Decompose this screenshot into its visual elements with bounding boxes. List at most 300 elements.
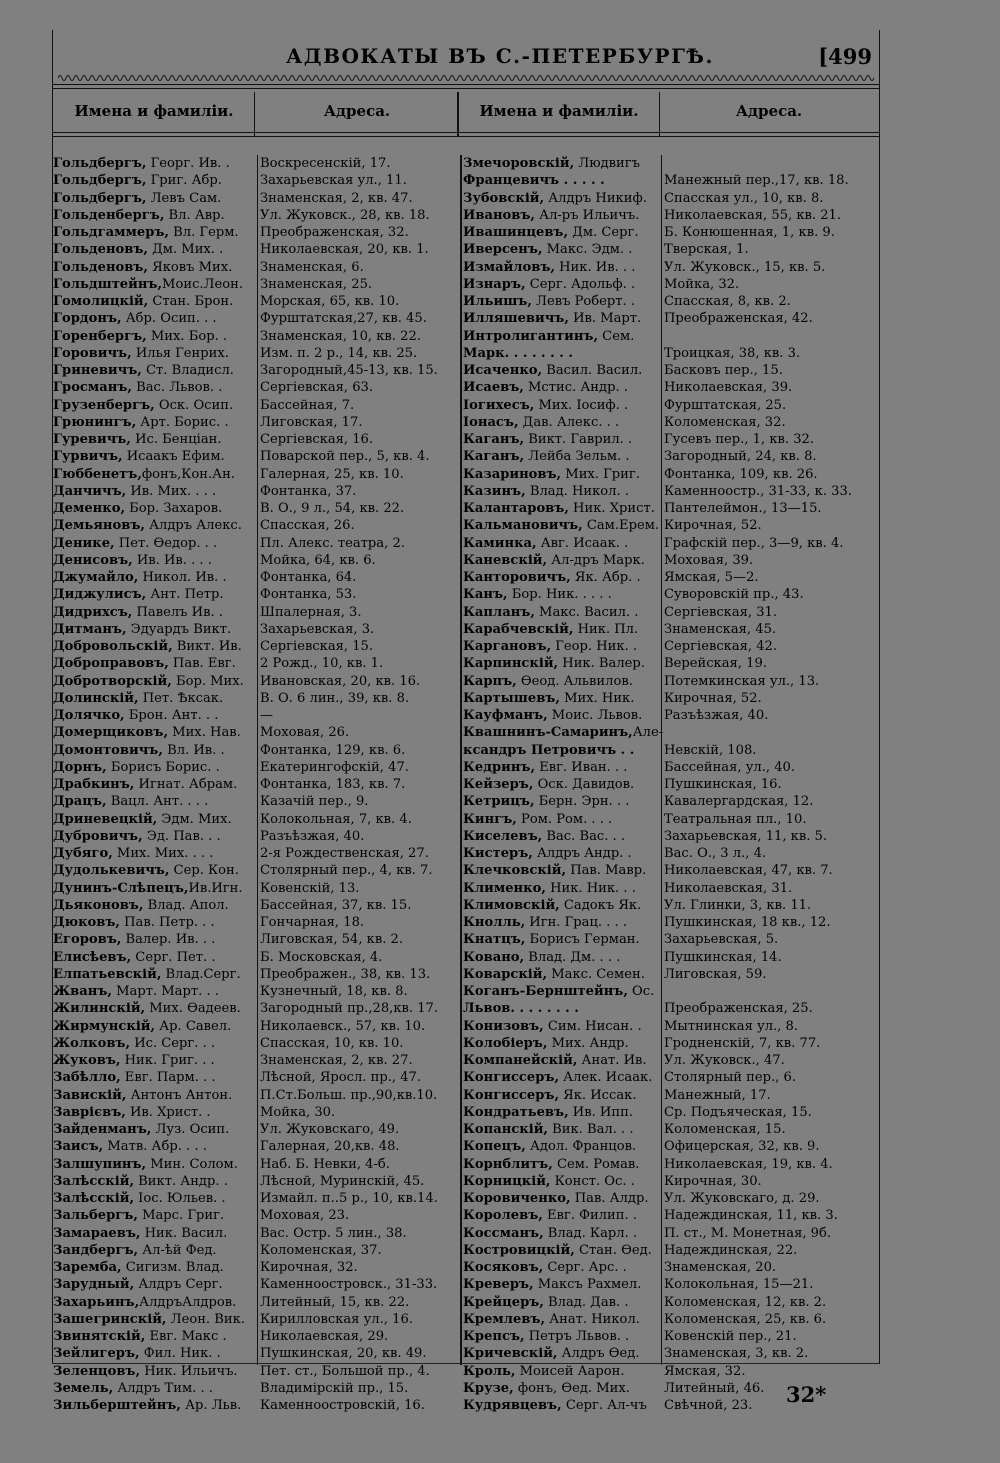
lawyer-address: Фонтанка, 109, кв. 26. [664,466,818,482]
lawyer-address: Пушкинская, 16. [664,777,782,792]
lawyer-address: Преображенская, 42. [664,311,813,327]
col-header-names-right: Имена и фамиліи. [479,102,639,120]
lawyer-address: П. ст., М. Монетная, 9б. [664,1225,832,1241]
lawyer-name: Деменко, Бор. Захаров. [53,501,223,516]
lawyer-address: Столярный пер., 4, кв. 7. [260,863,433,879]
lawyer-name: Гурвичъ, Исаакъ Ефим. [53,449,225,465]
lawyer-address: Лѣсной, Яросл. пр., 47. [260,1070,422,1086]
lawyer-name: Домерщиковъ, Мих. Нав. [53,725,241,741]
lawyer-name: Горовичъ, Илья Генрих. [53,345,229,361]
lawyer-address: Бассейная, 7. [260,397,355,413]
lawyer-name: Кингъ, Ром. Ром. . . . [463,811,613,827]
lawyer-address: Знаменская, 3, кв. 2. [664,1346,809,1362]
lawyer-name: Грюнингъ, Арт. Борис. . [53,414,229,430]
lawyer-address: Знаменская, 2, кв. 27. [260,1053,413,1068]
header-rule-thin [52,88,880,89]
lawyer-name: Долячко, Брон. Ант. . . [53,708,219,723]
lawyer-name: Денисовъ, Ив. Ив. . . . [53,552,212,568]
lawyer-name: Кальмановичъ, Сам.Ерем. [463,518,660,534]
lawyer-name: Гюббенетъ,фонъ,Кон.Ан. [53,466,235,482]
lawyer-name: Залѣсскій, Іос. Юльев. . [53,1191,226,1206]
lawyer-address: Николаевская, 55, кв. 21. [664,207,842,223]
lawyer-name: Коварскій, Макс. Семен. [463,966,645,982]
lawyer-address: Мытнинская ул., 8. [664,1018,798,1034]
lawyer-name: Забѣлло, Евг. Парм. . . [53,1070,216,1086]
lawyer-address: Кавалергардская, 12. [664,794,814,810]
lawyer-name: Дюковъ, Пав. Петр. . . [53,915,215,930]
lawyer-name: Илляшевичъ, Ив. Март. [463,311,642,327]
lawyer-address: Мойка, 30. [260,1104,336,1120]
lawyer-name: Зильберштейнъ, Ар. Льв. [53,1398,242,1413]
page-title: АДВОКАТЫ ВЪ С.-ПЕТЕРБУРГѢ. [286,44,714,68]
lawyer-address: Свѣчной, 23. [664,1398,753,1413]
lawyer-address: Галерная, 20,кв. 48. [260,1139,400,1155]
lawyer-address [664,155,876,172]
lawyer-address: Преображенская, 32. [260,225,409,240]
lawyer-name: Іонасъ, Дав. Алекс. . . [463,414,620,430]
lawyer-name: Жуковъ, Ник. Григ. . . [53,1053,215,1068]
lawyer-name: Каганъ, Викт. Гаврил. . [463,432,633,447]
lawyer-address: Кирочная, 30. [664,1173,762,1189]
lawyer-address: Кирочная, 32. [260,1260,358,1275]
col-sep-3 [661,155,662,1365]
lawyer-name: Зубовскій, Алдръ Никиф. [463,190,647,206]
lawyer-name: Доброправовъ, Пав. Евг. [53,656,236,672]
lawyer-name: Земель, Алдръ Тим. . . [53,1380,213,1396]
lawyer-address: Гончарная, 18. [260,915,365,930]
lawyer-address: Знаменская, 20. [664,1260,777,1275]
lawyer-name: Кауфманъ, Моис. Львов. [463,708,643,723]
columns-header-rule-thin [52,136,880,137]
lawyer-name: Дудолькевичъ, Сер. Кон. [53,863,239,879]
lawyer-address [664,724,876,741]
lawyer-name: Егоровъ, Валер. Ив. . . [53,932,216,948]
lawyer-name: Карпъ, Ѳеод. Альвилов. [463,673,633,689]
lawyer-name: Гольдгаммеръ, Вл. Герм. [53,225,239,240]
lawyer-address: Владимірскій пр., 15. [260,1380,409,1396]
lawyer-address: Лиговская, 54, кв. 2. [260,932,404,948]
lawyer-address: Мойка, 32. [664,276,740,292]
lawyer-name: Заремба, Сигизм. Влад. [53,1260,224,1275]
lawyer-name: Джумайло, Никол. Ив. . [53,570,227,585]
lawyer-address: Фурштатская,27, кв. 45. [260,311,427,327]
lawyer-address: Ул. Жуковскаго, 49. [260,1122,400,1137]
lawyer-address: Кирочная, 52. [664,690,762,706]
lawyer-address: Пушкинская, 18 кв., 12. [664,915,831,930]
lawyer-address: Вас. О., 3 л., 4. [664,846,767,861]
lawyer-name: Карабчевскій, Ник. Пл. [463,621,639,637]
lawyer-address: Каменноостр., 31-33, к. 33. [664,483,852,499]
lawyer-address: Суворовскій пр., 43. [664,587,804,603]
col-sep-2-head [457,92,459,136]
col-sep-2 [460,155,462,1365]
header-rule-top [52,84,880,85]
lawyer-address: Литейный, 15, кв. 22. [260,1294,410,1310]
lawyer-name: Дунинъ-Слѣпецъ,Ив.Игн. [53,880,243,896]
lawyer-address: Колокольная, 7, кв. 4. [260,811,412,827]
lawyer-name: Коссманъ, Влад. Карл. . [463,1225,638,1241]
lawyer-address: Ул. Жуковск., 15, кв. 5. [664,259,826,275]
lawyer-address: Ковенскій пер., 21. [664,1329,797,1344]
lawyer-name: Елпатьевскій, Влад.Серг. [53,966,241,982]
lawyer-address: Манежный пер.,17, кв. 18. [664,173,849,189]
lawyer-name: Залѣсскій, Викт. Андр. . [53,1173,228,1189]
lawyer-address: Каменноостровскій, 16. [260,1398,425,1413]
col-header-addr-left: Адреса. [323,102,391,120]
lawyer-name: Канторовичъ, Як. Абр. . [463,570,641,585]
lawyer-address: Колокольная, 15—21. [664,1277,814,1293]
lawyer-address: Ковенскій, 13. [260,880,360,896]
lawyer-name: Конгиссеръ, Алек. Исаак. [463,1070,653,1086]
lawyer-address: Ул. Глинки, 3, кв. 11. [664,897,812,913]
lawyer-name: Калантаровъ, Ник. Христ. [463,501,655,516]
lawyer-address: Гродненскій, 7, кв. 77. [664,1035,821,1051]
lawyer-address: Спасская ул., 10, кв. 8. [664,190,824,206]
lawyer-address: Фонтанка, 37. [260,483,357,499]
lawyer-address: 2-я Рождественская, 27. [260,846,429,861]
lawyer-name: Дьяконовъ, Влад. Апол. [53,897,229,913]
lawyer-address: Ивановская, 20, кв. 16. [260,673,421,689]
lawyer-address: Знаменская, 2, кв. 47. [260,190,413,206]
lawyer-address: Надеждинская, 22. [664,1242,798,1258]
lawyer-address: Литейный, 46. [664,1380,765,1396]
lawyer-address: Сергіевская, 42. [664,639,778,654]
lawyer-name: Измайловъ, Ник. Ив. . . [463,259,636,275]
lawyer-name: Копецъ, Адол. Францов. [463,1139,637,1155]
lawyer-address: Кирилловская ул., 16. [260,1311,413,1327]
lawyer-name: Канъ, Бор. Ник. . . . . [463,587,612,603]
lawyer-address: Кирочная, 52. [664,518,762,534]
lawyer-address: Загородный, 24, кв. 8. [664,449,817,465]
lawyer-name: Кроль, Моисей Аарон. [463,1363,625,1379]
lawyer-name: Копанскій, Вик. Вал. . . [463,1122,634,1137]
lawyer-address: В. О., 9 л., 54, кв. 22. [260,501,405,516]
lawyer-name: Гольденовъ, Яковъ Мих. [53,259,233,275]
lawyer-name: Залшупинъ, Мин. Солом. [53,1156,238,1172]
lawyer-address: Екатерингофскій, 47. [260,759,409,775]
lawyer-name: Квашнинъ-Самаринъ,Але- [463,725,664,741]
lawyer-name: Костровицкій, Стан. Ѳед. [463,1242,652,1258]
lawyer-name: Кистеръ, Алдръ Андр. . [463,846,632,861]
lawyer-address: Николаевская, 31. [664,880,793,896]
lawyer-name: Кнатцъ, Борисъ Герман. [463,932,640,948]
lawyer-address: Каменноостровск., 31-33. [260,1277,438,1293]
lawyer-address: Коломенская, 25, кв. 6. [664,1311,827,1327]
lawyer-name: Гордонъ, Абр. Осип. . . [53,311,217,327]
lawyer-name: Кетрицъ, Берн. Эрн. . . [463,794,630,810]
lawyer-address: Коломенская, 37. [260,1242,382,1258]
lawyer-name: Карпинскій, Ник. Валер. [463,656,645,672]
lawyer-address: Фонтанка, 53. [260,587,357,603]
lawyer-address: Измайл. п..5 р., 10, кв.14. [260,1191,438,1206]
lawyer-address: Пушкинская, 20, кв. 49. [260,1346,427,1362]
lawyer-name: Зашегринскій, Леон. Вик. [53,1311,245,1327]
lawyer-address: Загородный,45-13, кв. 15. [260,363,438,378]
lawyer-address: Кузнечный, 18, кв. 8. [260,984,408,999]
lawyer-address: Басковъ пер., 15. [664,363,783,378]
lawyer-name: Жолковъ, Ис. Серг. . . [53,1035,216,1051]
lawyer-address: Захарьевская, 5. [664,932,779,948]
lawyer-address: Вас. Остр. 5 лин., 38. [260,1225,407,1241]
lawyer-name: Клименко, Ник. Ник. . . [463,880,636,896]
lawyer-address: Фонтанка, 64. [260,570,357,585]
lawyer-address: Сергіевская, 63. [260,380,374,396]
lawyer-address: Николаевская, 47, кв. 7. [664,863,833,879]
lawyer-name: Жванъ, Март. Март. . . [53,984,219,999]
lawyer-name: Дитманъ, Эдуардъ Викт. [53,621,232,637]
lawyer-name: Гольдбергъ, Георг. Ив. . [53,156,230,171]
lawyer-name: Кремлевъ, Анат. Никол. [463,1311,640,1327]
lawyer-name: Колобіеръ, Мих. Андр. [463,1035,629,1051]
lawyer-address: Николаевская, 39. [664,380,793,396]
lawyer-name: Драбкинъ, Игнат. Абрам. [53,777,238,792]
lawyer-address: Пушкинская, 14. [664,949,782,965]
lawyer-name: Гольдбергъ, Левъ Сам. [53,190,222,206]
lawyer-address: Пет. ст., Большой пр., 4. [260,1363,430,1379]
lawyer-name: Гуревичъ, Ис. Бенціан. [53,432,222,447]
lawyer-address: Ул. Жуковскаго, д. 29. [664,1191,820,1206]
lawyer-name: Завискій, Антонъ Антон. [53,1087,233,1103]
lawyer-address: Спасская, 10, кв. 10. [260,1035,404,1051]
lawyer-name: Каневскій, Ал-дръ Марк. [463,552,645,568]
lawyer-address: Морская, 65, кв. 10. [260,294,400,309]
lawyer-address: Ул. Жуковск., 28, кв. 18. [260,207,430,223]
lawyer-name: Конгиссеръ, Як. Иссак. [463,1087,637,1103]
col-sep-1-head [254,92,255,136]
lawyer-address: Знаменская, 45. [664,621,777,637]
right-names-column [463,155,664,1414]
lawyer-name: Интролигантинъ, Сем. [463,328,635,344]
lawyer-name: Киселевъ, Вас. Вас. . . [463,828,626,844]
lawyer-address: 2 Рожд., 10, кв. 1. [260,656,384,672]
lawyer-address: Невскій, 108. [664,742,757,758]
lawyer-address: Лиговская, 59. [664,966,767,982]
lawyer-name: Ковано, Влад. Дм. . . . [463,949,621,965]
lawyer-name: Денике, Пет. Ѳедор. . . [53,535,218,551]
lawyer-address: Николаевская, 29. [260,1329,389,1344]
lawyer-name: Кедринъ, Евг. Иван. . . [463,759,628,775]
lawyer-address: Тверская, 1. [664,242,749,258]
lawyer-name: Долинскій, Пет. Ѣксак. [53,690,224,706]
lawyer-address: Преображен., 38, кв. 13. [260,966,431,982]
lawyer-address: Казачій пер., 9. [260,794,369,810]
lawyer-name: Зайденманъ, Луз. Осип. [53,1122,230,1137]
lawyer-name: Львов. . . . . . . . [463,1001,579,1017]
left-names-column [53,155,256,1414]
lawyer-address: Преображенская, 25. [664,1001,813,1017]
lawyer-name: Изнаръ, Серг. Адольф. . [463,276,636,292]
lawyer-address: Лѣсной, Муринскій, 45. [260,1173,425,1189]
lawyer-name: Жирмунскій, Ар. Савел. [53,1018,232,1034]
lawyer-name: Демьяновъ, Алдръ Алекс. [53,518,242,534]
lawyer-name: Дорнъ, Борисъ Борис. . [53,759,220,775]
lawyer-address: Коломенская, 32. [664,414,786,430]
left-addresses-column [260,155,459,1414]
lawyer-name: Клечковскій, Пав. Мавр. [463,863,647,879]
lawyer-address: Сергіевская, 31. [664,604,778,620]
lawyer-address: Воскресенскій, 17. [260,156,391,171]
columns-header-rule [52,132,880,133]
lawyer-name: Гольденбергъ, Вл. Авр. [53,207,225,223]
lawyer-address: Б. Конюшенная, 1, кв. 9. [664,225,835,240]
lawyer-name: Замараевъ, Ник. Васил. [53,1225,228,1241]
lawyer-address: Шпалерная, 3. [260,604,362,620]
lawyer-address: П.Ст.Больш. пр.,90,кв.10. [260,1087,438,1103]
lawyer-address [664,983,876,1000]
lawyer-address: Разъѣзжая, 40. [260,828,365,844]
lawyer-address: — [260,708,274,723]
lawyer-address: Спасская, 26. [260,518,355,534]
lawyer-address: Поварской пер., 5, кв. 4. [260,449,430,465]
lawyer-name: Елисѣевъ, Серг. Пет. . [53,949,216,965]
lawyer-address: Коломенская, 15. [664,1122,786,1137]
lawyer-address: Моховая, 39. [664,552,754,568]
lawyer-address: Николаевск., 57, кв. 10. [260,1018,426,1034]
lawyer-name: Францевичъ . . . . . [463,173,605,189]
lawyer-name: Грузенбергъ, Оск. Осип. [53,397,234,413]
lawyer-address: Захарьевская, 3. [260,621,375,637]
lawyer-name: Корнблитъ, Сем. Ромав. [463,1156,640,1172]
lawyer-name: Жилинскій, Мих. Ѳадеев. [53,1001,241,1017]
lawyer-name: Климовскій, Садокъ Як. [463,897,642,913]
lawyer-address: Николаевская, 20, кв. 1. [260,242,429,258]
lawyer-name: Зандбергъ, Ал-ѣй Фед. [53,1242,217,1258]
lawyer-name: Гриневичъ, Ст. Владисл. [53,363,234,378]
lawyer-name: Гольдштейнъ,Моис.Леон. [53,276,244,292]
lawyer-name: Горенбергъ, Мих. Бор. . [53,328,228,344]
lawyer-address: Изм. п. 2 р., 14, кв. 25. [260,345,418,361]
lawyer-address: Верейская, 19. [664,656,767,672]
lawyer-address: Гусевъ пер., 1, кв. 32. [664,432,815,447]
lawyer-name: Конизовъ, Сим. Нисан. . [463,1018,642,1034]
lawyer-address: Спасская, 8, кв. 2. [664,294,791,309]
page-number: [499 [818,44,872,69]
lawyer-address: Офицерская, 32, кв. 9. [664,1139,820,1155]
lawyer-address: В. О. 6 лин., 39, кв. 8. [260,690,410,706]
lawyer-name: Косяковъ, Серг. Арс. . [463,1260,627,1275]
col-header-names-left: Имена и фамиліи. [74,102,234,120]
lawyer-name: Іогихесъ, Мих. Іосиф. . [463,397,629,413]
lawyer-name: Дриневецкій, Эдм. Мих. [53,811,232,827]
lawyer-name: Дубровичъ, Эд. Пав. . . [53,828,221,844]
lawyer-address: Мойка, 64, кв. 6. [260,552,376,568]
lawyer-address: Захарьевская, 11, кв. 5. [664,828,828,844]
lawyer-name: Кейзеръ, Оск. Давидов. [463,777,635,792]
lawyer-name: Гросманъ, Вас. Львов. . [53,380,223,396]
lawyer-name: Кнолль, Игн. Грац. . . . [463,915,628,930]
lawyer-address [664,328,876,345]
lawyer-name: Капланъ, Макс. Васил. . [463,604,639,620]
lawyer-address: Потемкинская ул., 13. [664,673,820,689]
lawyer-address: Надеждинская, 11, кв. 3. [664,1208,838,1224]
lawyer-address: Сергіевская, 16. [260,432,374,447]
col-sep-3-head [659,92,660,136]
lawyer-address: Пантелеймон., 13—15. [664,501,822,516]
lawyer-name: Коровиченко, Пав. Алдр. [463,1191,649,1206]
lawyer-address: Сергіевская, 15. [260,639,374,654]
lawyer-address: Столярный пер., 6. [664,1070,796,1086]
lawyer-name: Крепсъ, Петръ Львов. . [463,1329,630,1344]
lawyer-address: Моховая, 23. [260,1208,350,1224]
lawyer-address: Ср. Подъяческая, 15. [664,1104,812,1120]
lawyer-name: Коганъ-Бернштейнъ, Ос. [463,984,655,999]
lawyer-name: ксандръ Петровичъ . . [463,742,635,758]
lawyer-address: Троицкая, 38, кв. 3. [664,345,801,361]
lawyer-address: Бассейная, ул., 40. [664,759,796,775]
right-addresses-column [664,155,876,1414]
lawyer-address: Загородный пр.,28,кв. 17. [260,1001,439,1017]
lawyer-name: Казинъ, Влад. Никол. . [463,483,629,499]
lawyer-address: Фурштатская, 25. [664,397,787,413]
wavy-rule-decoration [58,72,872,84]
lawyer-address: Знаменская, 10, кв. 22. [260,328,421,344]
lawyer-name: Зарудный, Алдръ Серг. [53,1277,223,1293]
lawyer-name: Домонтовичъ, Вл. Ив. . [53,742,225,758]
lawyer-address: Ул. Жуковск., 47. [664,1053,785,1068]
lawyer-name: Зальбергъ, Марс. Григ. [53,1208,225,1224]
lawyer-name: Крейцеръ, Влад. Дав. . [463,1294,629,1310]
lawyer-name: Компанейскій, Анат. Ив. [463,1053,647,1068]
lawyer-name: Кричевскій, Алдръ Ѳед. [463,1346,640,1362]
lawyer-name: Казариновъ, Мих. Григ. [463,466,640,482]
lawyer-name: Заврієвъ, Ив. Христ. . [53,1104,211,1120]
lawyer-name: Каргановъ, Геор. Ник. . [463,639,638,654]
col-sep-1 [257,155,258,1365]
lawyer-address: Разъѣзжая, 40. [664,708,769,723]
lawyer-name: Королевъ, Евг. Филип. . [463,1208,637,1224]
lawyer-name: Гомолицкій, Стан. Брон. [53,294,234,309]
lawyer-name: Иверсенъ, Макс. Эдм. . [463,242,633,258]
lawyer-name: Заисъ, Матв. Абр. . . . [53,1139,207,1155]
lawyer-name: Каганъ, Лейба Зельм. . [463,449,630,465]
lawyer-name: Исаевъ, Мстис. Андр. . [463,380,628,396]
lawyer-name: Ивашинцевъ, Дм. Серг. [463,225,639,240]
lawyer-address: Коломенская, 12, кв. 2. [664,1294,827,1310]
lawyer-address: Ямская, 32. [664,1363,746,1379]
lawyer-name: Кондратьевъ, Ив. Ипп. [463,1104,633,1120]
lawyer-name: Захарьинъ,АлдръАлдров. [53,1294,237,1310]
lawyer-address: Захарьевская ул., 11. [260,173,407,189]
col-header-addr-right: Адреса. [735,102,803,120]
lawyer-address: Б. Московская, 4. [260,949,383,965]
lawyer-address: Ямская, 5—2. [664,570,759,585]
lawyer-address: Наб. Б. Невки, 4-б. [260,1156,390,1172]
lawyer-address: Графскій пер., 3—9, кв. 4. [664,535,844,551]
lawyer-address: Пл. Алекс. театра, 2. [260,535,405,551]
lawyer-name: Гольденовъ, Дм. Мих. . [53,242,224,258]
lawyer-name: Креверъ, Максъ Рахмел. [463,1277,642,1293]
lawyer-address: Николаевская, 19, кв. 4. [664,1156,833,1172]
lawyer-address: Лиговская, 17. [260,414,363,430]
lawyer-name: Исаченко, Васил. Васил. [463,363,643,378]
lawyer-name: Марк. . . . . . . . [463,345,573,361]
lawyer-name: Ильишъ, Левъ Роберт. . [463,294,636,309]
lawyer-address: Моховая, 26. [260,725,350,741]
lawyer-name: Ивановъ, Ал-ръ Ильичъ. [463,207,640,223]
lawyer-name: Каминка, Авг. Исаак. . [463,535,629,551]
lawyer-address: Фонтанка, 129, кв. 6. [260,742,406,758]
lawyer-name: Зейлигеръ, Фил. Ник. . [53,1346,221,1362]
lawyer-name: Дидрихсъ, Павелъ Ив. . [53,604,223,620]
lawyer-name: Гольдбергъ, Григ. Абр. [53,173,222,189]
lawyer-name: Звинятскій, Евг. Макс . [53,1329,227,1344]
lawyer-name: Змечоровскій, Людвигъ [463,156,640,171]
lawyer-name: Добровольскій, Викт. Ив. [53,639,242,654]
lawyer-name: Картышевъ, Мих. Ник. [463,690,635,706]
lawyer-address: Театральная пл., 10. [664,811,807,827]
lawyer-name: Диджулисъ, Ант. Петр. [53,587,224,603]
lawyer-address: Галерная, 25, кв. 10. [260,466,404,482]
